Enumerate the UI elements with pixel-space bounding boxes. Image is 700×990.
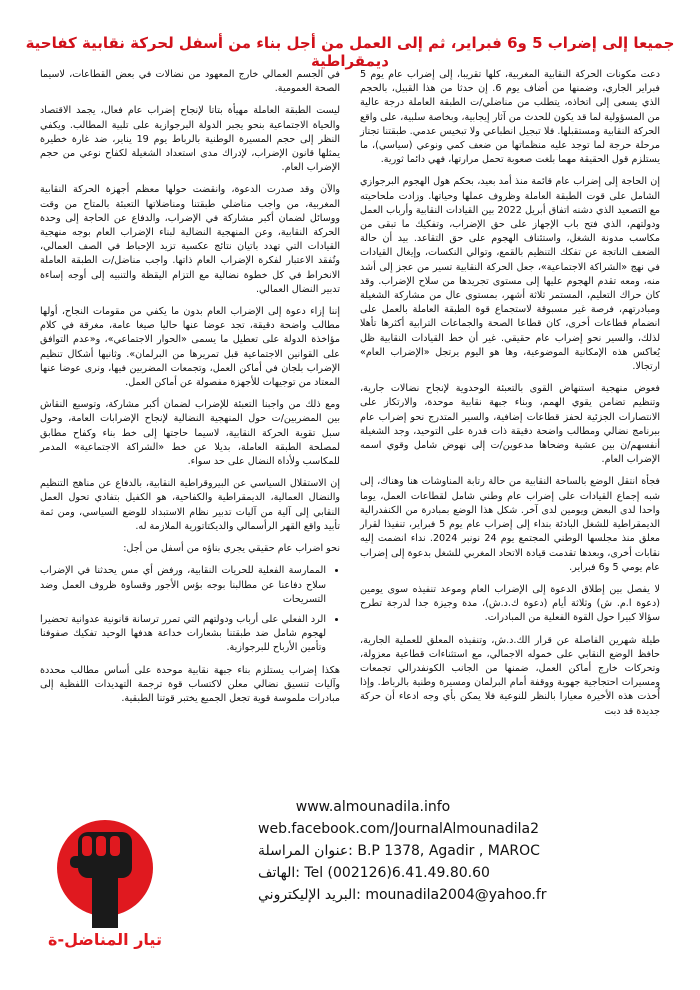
contact-block [258,796,547,906]
paragraph: إن الاستقلال السياسي عن البيروقراطية النقابية، بالدفاع عن مناهج التنظيم والنضال العمالية، الديمقراطية والكفاحية، هو الكفيل بتفادي تحول العمل النقابي إلى آلية من آليات تدبير نظام الاستبداد للوضع السياسي، ومن ثمة تأبيد واقع القهر الرأسمالي والديكتاتورية الملازمة له. [40,478,340,532]
paragraph: ليست الطبقة العاملة مهيأة بتاتا لإنجاح إضراب عام فعال، يجمد الاقتصاد والحياة الاجتماعية بنحو يجبر الدولة البرجوازية على تلبية المطالب. ويكفي النظر إلى حجم المسيرة الوطنية بالرباط يوم 19 يناير، ضد غارة خطيرة يمثلها قانون الإضراب، لإدراك مدى استعداد الشغيلة لكفاح نوعي من حجم الإضراب العام. [40,105,341,174]
postal-address: عنوان المراسلة: B.P 1378, Agadir , MAROC [258,843,540,859]
logo-text: تيار المناضل-ة [48,930,162,949]
phone-number: الهاتف: Tel (002126)6.41.49.80.60 [258,865,490,881]
paragraph: إن الحاجة إلى إضراب عام قائمة منذ أمد بعيد، بحكم هول الهجوم البرجوازي الشامل على قوت الطبقة العاملة وظروف عملها وحياتها. وزادت ملحاحيته مع التصعيد الذي دشنه اتفاق أبريل 2022 بين القيادات النقابية وأرباب العمل ودولتهم، الذي فتح باب الإجهاز على حق الإضراب، وتفكيك ما تبقى من مكاسب مدونة الشغل، واستئناف الهجوم على حق التقاعد. بيد أن حالة الضعف الناتجة عن تفكك التنظيم بالقمع، وتوالي النكسات، وإيغال القيادات في نهج «الشراكة الاجتماعية»، جعل الحركة النقابية تسير من عجز إلى أشد منه، ومعه تقدم الهجوم عليها إلى مستوى تجريدها من سلاح الإضراب. وقد كان حراك التعليم، المستمر ثلاثة أشهر، بمستوى عال من مشاركة الشغيلة ومبادرتهم، فرصة غير مسبوقة لاستجماع قوة الطبقة العاملة بالعمل على انضمام قطاعات أخرى، كان قطاعا الصحة والجماعات الترابية أكثرها تأهلا لذلك، والسير نحو إضراب عام حقيقي. غير أن خط القيادات النقابية ظل يُعاكس هذه الإمكانية الموضوعية، وها هو اليوم يرتجل «الإضراب العام» ارتجالا. [360,176,660,373]
list-item: • الممارسة الفعلية للحريات النقابية، ورفض أي مس يحدثنا في الإضراب سلاح دفاعنا عن مطالبنا بوجه بؤس الأجور وقساوة ظروف العمل وضد التسريحات [40,564,326,607]
closing-paragraph: هكذا إضراب يستلزم بناء جبهة نقابية موحدة على أساس مطالب محددة وآليات تنسيق نضالي معلن لاكتساب قوة ترجمة التهديدات اللفظية إلى مبادرات ملموسة قوية تجعل الجميع يختبر قوتنا الطبقية. [40,664,340,704]
logo-thumb [70,856,88,868]
page-title: جميعا إلى إضراب 5 و6 فبراير، ثم إلى العمل من أجل بناء من أسفل لحركة نقابية كفاحية ديمقراطية [25,34,675,70]
paragraph: في الجسم العمالي خارج المعهود من نضالات في بعض القطاعات، لاسيما الصحة العمومية. [40,69,340,95]
logo-finger [82,836,92,856]
list-item: • الرد الفعلي على أرباب ودولتهم التي تمرر ترسانة قانونية عدوانية تحضيرا لهجوم شامل ضد طبقتنا بشعارات خداعة هدفها الوحيد تفكيك صفوفنا وتأمين الأرباح للبرجوازية. [40,613,326,656]
logo-arm [92,872,118,928]
demands-intro: نحو اضراب عام حقيقي يجري بناؤه من أسفل من أجل: [123,543,340,555]
paragraph: طيلة شهرين الفاصلة عن قرار الك.د.ش، وتنفيذه المعلق للعملية الجارية، حافظ الوضع النقابي على خموله الاجمالي، مع استثناءات قطاعية معزولة، وتحركات خارج أماكن العمل، ضمنها من الجانب الكونفدرالي تجمعات ومسيرات احتجاجية جهوية ووقفة أمام البرلمان ومسيرة وطنية بالرباط. وإذا أُخذت هذه الأخيرة معيارا بالنظر للنوعية فلا يمكن بأي وجه ادعاء أن حركة جديدة قد دبت [360,634,660,717]
email-address[interactable]: البريد الإليكتروني: mounadila2004@yahoo.fr [258,887,547,903]
paragraph: إننا إزاء دعوة إلى الإضراب العام بدون ما يكفي من مقومات النجاح، أولها مطالب واضحة دقيقة، تجد عوضا عنها حاليا صيغا عامة، مغرقة في كلام مؤاخذة الدولة على تعطيل ما يسمى «الحوار الاجتماعي»، و«عدم التوافق على القوانين الاجتماعية قبل تمريرها من البرلمان». وثانيها أشكال تنظيم الإضراب بلجان في أماكن العمل، وتجمعات المضربين فيها، ونرى عوضا عنها المعتاد من توجيهات للأجهزة مفصولة عن أماكن العمل. [40,306,340,389]
paragraph: فجأة انتقل الوضع بالساحة النقابية من حالة رتابة المناوشات هنا وهناك، إلى شبه إجماع القيادات على إضراب عام وطني شامل لقطاعات العمل، يوما واحدا لدى البعض ويومين لدى آخر. شكل هذا الوضع بمبادرة من الكنفدرالية الديمقراطية للشغل البادئة بنداء إلى إضراب عام يوم 5 فبراير، تنفيذا لقرار معلق منذ مجلسها الوطني المجتمع يوم 24 نونبر 2024. نداء انضمت إليه نقابات أخرى، وبعدها تقدمت قيادة الاتحاد المغربي للشغل بدعوة إلى إضراب عام يومي 5 و6 فبراير. [360,476,660,573]
paragraph: ومع ذلك من واجبنا التعبئة للإضراب لضمان أكبر مشاركة، وتوسيع النقاش بين المضربين/ت حول المنهجية النضالية لإنجاح الإضرابات العامة، وحول سبل تقوية الحركة النقابية، لاسيما حاجتها إلى خط بناء وكفاح مطابق لمصلحة الطبقة العاملة، بديلا عن خط «الشراكة الاجتماعية» المدمر للمكاسب ولأداة النضال على حد سواء. [40,399,340,468]
right-column [360,68,660,717]
facebook-link[interactable]: web.facebook.com/JournalAlmounadila2 [258,821,539,837]
paragraph: دعت مكونات الحركة النقابية المغربية، كلها تقريبا، إلى إضراب عام يوم 5 فبراير الجاري، وضمنها من أضاف يوم 6. إن حدثا من هذا القبيل، بالحجم الذي يسعى إلى اتخاذه، يتطلب من مناضلي/ت الطبقة العاملة درجة عالية من المسؤولية لما قد يكون للحدث من آثار إيجابية، وبخاصة سلبية، على واقع الحركة النقابية ومستقبلها. فلا تبجيل انطباعي ولا تبخيس عدمي. طبقتنا تجتاز مرحلة حرجة لما توجد عليه منظماتها من ضعف كمي ونوعي (سياسي)، ما يستلزم قول الحقيقة مهما بلغت صعوبة تحمل مرارتها، فهي دائما ثورية. [360,69,660,166]
demands-list [40,564,340,655]
paragraph: والآن وقد صدرت الدعوة، وانقضت حولها معظم أجهزة الحركة النقابية المغربية، من واجب مناضلي طبقتنا ومناضلاتها التعبئة بالمتاح من وقت ووسائل لضمان أكبر مشاركة في الإضراب، والدفاع عن الحاجة إلى وحدة الحركة النقابية، وعن المنهجية النضالية لبناء الإضراب العام بوجه منهجية القيادات التي تهدد باتيان نتائج عكسية تزيد الإحباط في الصف العمالي، وتُفقد الاعتبار لفكرة الإضراب العام ذاتها. واجب مناضل/ت الطبقة العاملة الانخراط في كل خطوة نضالية مع التزام اليقظة والتنبيه إلى أوجه إساءة تدبير النضال العمالي. [40,184,340,295]
paragraph: فعوض منهجية استنهاض القوى بالتعبئة الوحدوية لإنجاح نضالات جارية، وتنظيم تضامن يقوي الهمم، وبناء جبهة نقابية موحدة، والارتكاز على الانتصارات الجزئية لحفز قطاعات إضافية، والسير المتدرج نحو إضراب عام ببرنامج نضالي ومطالب واضحة دقيقة ذات قدرة على التوحيد، وجد الشغيلة أنفسهم/ن بين عشية وضحاها مدعوين/ت إلى نهوض شامل وقوي اسمه الإضراب العام. [360,383,660,466]
left-column [40,68,341,704]
logo-finger [96,836,106,856]
logo-finger [110,836,120,856]
paragraph: لا يفصل بين إطلاق الدعوة إلى الإضراب العام وموعد تنفيذه سوى يومين (دعوة ا.م. ش) وثلاثة أيام (دعوة ك.د.ش)، مدة وجيزة جدا لدرجة تطرح سؤالا كبيرا حول القوة الفعلية من المبادرات. [360,583,660,624]
website-link[interactable]: www.almounadila.info [295,799,451,815]
article-body [40,68,660,717]
